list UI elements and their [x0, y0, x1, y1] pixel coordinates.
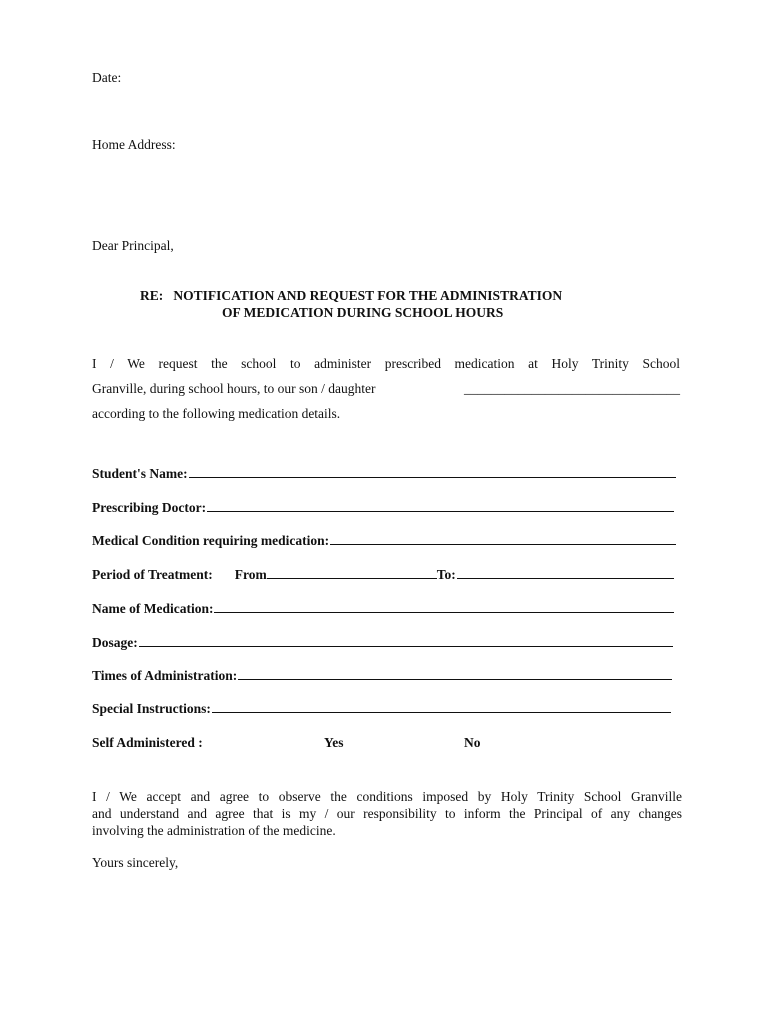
period-of-treatment-label: Period of Treatment:	[92, 567, 213, 582]
prescribing-doctor-label: Prescribing Doctor:	[92, 500, 207, 515]
acceptance-line-2: and understand and agree that is my / our responsibility to inform the Principal of any changes	[92, 806, 682, 821]
dosage-field	[92, 632, 673, 650]
request-line-2-text: Granville, during school hours, to our son / daughter	[92, 381, 376, 396]
times-of-administration-field	[92, 665, 672, 683]
request-line-1: I / We request the school to administer prescribed medication at Holy Trinity School	[92, 356, 680, 371]
medical-condition-blank	[330, 530, 676, 545]
date-label: Date:	[92, 70, 122, 85]
self-administered-no: No	[464, 735, 481, 750]
request-line-2	[92, 381, 680, 397]
times-of-administration-label: Times of Administration:	[92, 668, 238, 683]
special-instructions-field	[92, 698, 671, 716]
acceptance-line-3: involving the administration of the medicine.	[92, 823, 336, 838]
student-name-blank	[189, 463, 676, 478]
to-blank	[457, 564, 674, 579]
salutation: Dear Principal,	[92, 238, 174, 253]
medical-condition-field	[92, 530, 676, 548]
to-label: To:	[436, 567, 456, 582]
child-name-blank: ________________________________	[464, 381, 680, 396]
from-label: From	[234, 567, 267, 582]
name-of-medication-label: Name of Medication:	[92, 601, 214, 616]
name-of-medication-field	[92, 598, 674, 616]
name-of-medication-blank	[214, 598, 674, 613]
dosage-blank	[139, 632, 673, 647]
special-instructions-blank	[212, 698, 671, 713]
self-administered-yes: Yes	[324, 735, 344, 750]
dosage-label: Dosage:	[92, 635, 138, 650]
subject-line-1: RE: NOTIFICATION AND REQUEST FOR THE ADMINISTRATION	[140, 288, 563, 303]
prescribing-doctor-blank	[207, 497, 674, 512]
special-instructions-label: Special Instructions:	[92, 701, 211, 716]
home-address-label: Home Address:	[92, 137, 176, 152]
acceptance-paragraph	[92, 788, 682, 839]
student-name-label: Student's Name:	[92, 466, 188, 481]
from-blank	[267, 564, 437, 579]
subject-line-2: OF MEDICATION DURING SCHOOL HOURS	[222, 305, 504, 320]
acceptance-line-1: I / We accept and agree to observe the conditions imposed by Holy Trinity School Granville	[92, 789, 682, 804]
request-line-3: according to the following medication details.	[92, 406, 341, 421]
times-of-administration-blank	[238, 665, 672, 680]
medical-condition-label: Medical Condition requiring medication:	[92, 533, 330, 548]
closing: Yours sincerely,	[92, 855, 179, 870]
prescribing-doctor-field	[92, 497, 674, 515]
period-of-treatment-field	[92, 564, 674, 582]
self-administered-label: Self Administered :	[92, 735, 203, 750]
student-name-field	[92, 463, 676, 481]
